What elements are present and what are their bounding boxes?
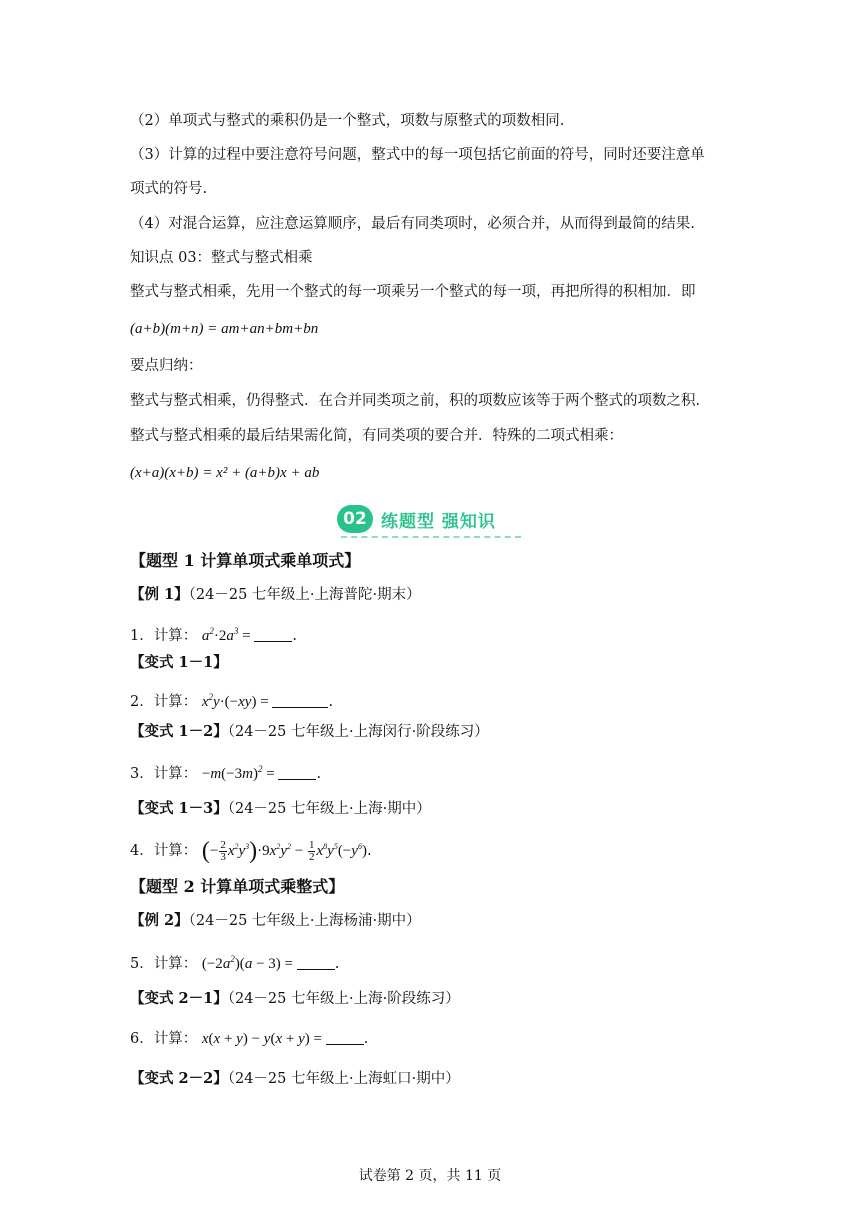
question-4-expression: (− $\frac{2}{3}$ $x^2y^3)\cdot 9x^2y^2$ − $\frac{1}{2}$ $x^8y^5(-y^6)$ xyxy=(201,838,367,864)
variant-1-2-tag: 【变式 1－2】 xyxy=(130,723,228,740)
question-5-label: 5．计算： xyxy=(130,956,198,972)
question-4: 4．计算： (− $\frac{2}{3}$ $x^2y^3)\cdot 9x^2y^2$ − $\frac{1}{2}$ $x^8y^5(-y^6)$. xyxy=(130,838,372,864)
example-1-header xyxy=(130,584,421,606)
knowledge-point-03-title: 知识点 03：整式与整式相乘 xyxy=(130,250,313,266)
type-1-heading: 【题型 1 计算单项式乘单项式】 xyxy=(130,551,361,570)
summary-line-1: 整式与整式相乘，仍得整式．在合并同类项之前，积的项数应该等于两个整式的项数之积. xyxy=(130,393,701,409)
example-2-tag: 【例 2】 xyxy=(130,912,189,929)
note-2: （2）单项式与整式的乘积仍是一个整式，项数与原整式的项数相同. xyxy=(130,113,565,129)
variant-1-3-tag: 【变式 1－3】 xyxy=(130,800,228,817)
question-1-expression: $a^2\cdot 2a^3$ = xyxy=(201,626,255,644)
variant-1-3-source: （24－25 七年级上·上海·期中） xyxy=(227,801,431,817)
question-1-label: 1．计算： xyxy=(130,628,198,644)
variant-1-2-source: （24－25 七年级上·上海闵行·阶段练习） xyxy=(227,724,489,740)
formula-special-binomial: (x+a)(x+b) = x² + (a+b)x + ab xyxy=(130,465,320,481)
answer-blank[interactable] xyxy=(278,765,316,780)
question-6-label: 6．计算： xyxy=(130,1031,198,1047)
variant-2-2-source: （24－25 七年级上·上海虹口·期中） xyxy=(227,1071,460,1087)
question-6-expression: x(x + y) − y(x + y) = xyxy=(201,1031,326,1047)
variant-2-2-tag: 【变式 2－2】 xyxy=(130,1070,228,1087)
answer-blank[interactable] xyxy=(297,955,335,970)
note-3-line1: （3）计算的过程中要注意符号问题，整式中的每一项包括它前面的符号，同时还要注意单 xyxy=(130,147,705,163)
variant-2-1-tag: 【变式 2－1】 xyxy=(130,990,228,1007)
section-number-badge: 02 xyxy=(337,505,373,533)
summary-line-2: 整式与整式相乘的最后结果需化简，有同类项的要合并．特殊的二项式相乘： xyxy=(130,428,623,444)
banner-underline xyxy=(341,536,521,538)
question-3: 3．计算： $-m(-3m)^2$ = . xyxy=(130,764,322,782)
question-6: 6．计算： x(x + y) − y(x + y) = . xyxy=(130,1031,369,1047)
variant-1-2-header xyxy=(130,721,489,743)
type-2-heading: 【题型 2 计算单项式乘整式】 xyxy=(130,877,345,896)
question-2: 2．计算： $x^2y\cdot(-xy)$ = . xyxy=(130,692,334,710)
example-2-source: （24－25 七年级上·上海杨浦·期中） xyxy=(188,913,421,929)
question-5: 5．计算： $(-2a^2)(a - 3)$ = . xyxy=(130,954,340,972)
example-2-header xyxy=(130,910,421,932)
example-1-tag: 【例 1】 xyxy=(130,586,189,603)
variant-1-3-header xyxy=(130,798,431,820)
page-footer: 试卷第 2 页，共 11 页 xyxy=(358,1168,502,1184)
section-banner xyxy=(337,505,523,539)
question-1: 1．计算： $a^2\cdot 2a^3$ = . xyxy=(130,626,297,644)
question-3-expression: $-m(-3m)^2$ = xyxy=(201,764,279,782)
knowledge-point-03-body: 整式与整式相乘，先用一个整式的每一项乘另一个整式的每一项，再把所得的积相加．即 xyxy=(130,284,696,300)
answer-blank[interactable] xyxy=(326,1030,364,1045)
question-2-expression: $x^2y\cdot(-xy)$ = xyxy=(201,692,273,710)
note-3-line2: 项式的符号. xyxy=(130,181,208,197)
section-banner-title: 练题型 强知识 xyxy=(381,512,496,532)
question-2-label: 2．计算： xyxy=(130,694,198,710)
question-3-label: 3．计算： xyxy=(130,766,198,782)
answer-blank[interactable] xyxy=(254,627,292,642)
variant-2-2-header xyxy=(130,1068,460,1090)
note-4: （4）对混合运算，应注意运算顺序，最后有同类项时，必须合并，从而得到最简的结果. xyxy=(130,216,695,232)
question-4-label: 4．计算： xyxy=(130,843,198,859)
variant-2-1-source: （24－25 七年级上·上海·阶段练习） xyxy=(227,991,460,1007)
formula-binomial-product: (a+b)(m+n) = am+an+bm+bn xyxy=(130,321,319,337)
answer-blank[interactable] xyxy=(272,693,328,708)
variant-2-1-header xyxy=(130,988,460,1010)
summary-title: 要点归纳： xyxy=(130,358,203,374)
variant-1-1-tag: 【变式 1－1】 xyxy=(130,654,228,671)
example-1-source: （24－25 七年级上·上海普陀·期末） xyxy=(188,587,421,603)
question-5-expression: $(-2a^2)(a - 3)$ = xyxy=(201,954,297,972)
